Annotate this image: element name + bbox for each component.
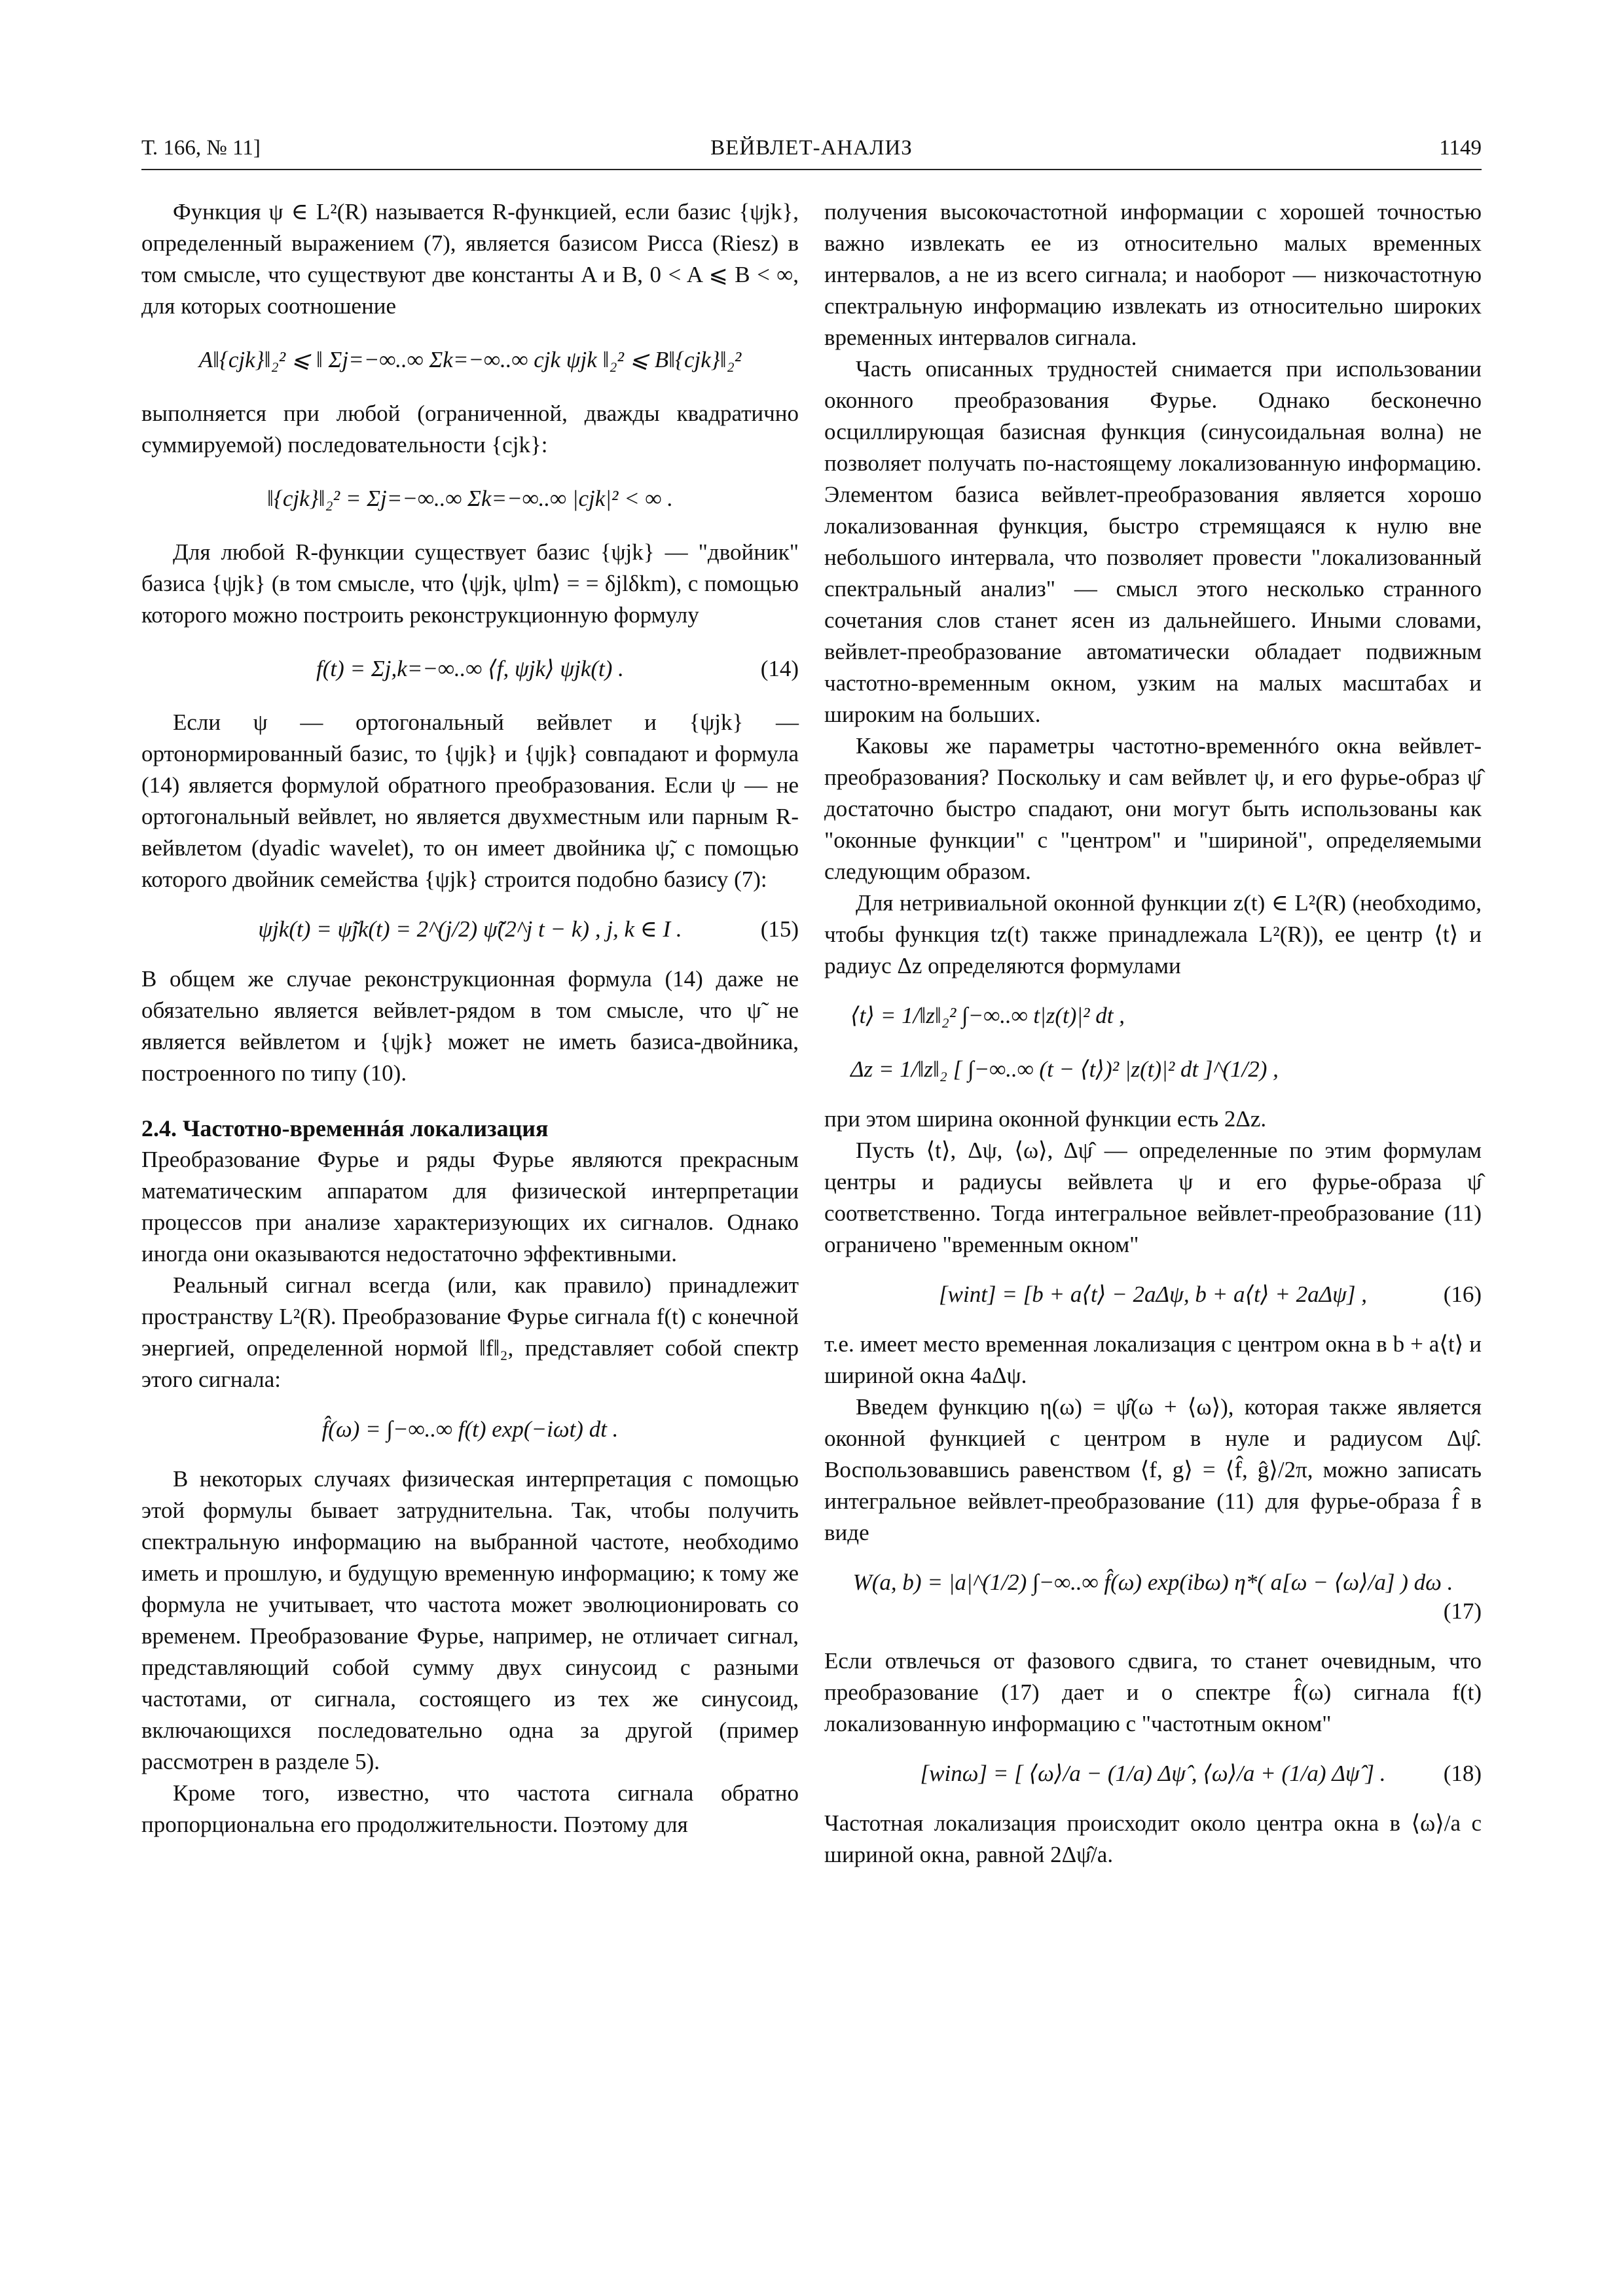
paragraph: Если отвлечься от фазового сдвига, то станет очевидным, что преобразование (17) дает и о спектре f̂(ω) сигнала f(t) локализованную информацию с "частотным окном" bbox=[824, 1648, 1482, 1736]
header-rule bbox=[141, 169, 1482, 170]
equation-number: (15) bbox=[760, 916, 799, 942]
equation-number: (17) bbox=[1443, 1598, 1482, 1624]
running-header bbox=[141, 136, 1482, 169]
paragraph: Кроме того, известно, что частота сигнала обратно пропорциональна его продолжительности. Поэтому для bbox=[141, 1780, 799, 1837]
equation-14 bbox=[141, 645, 799, 692]
equation-number: (16) bbox=[1443, 1282, 1482, 1307]
paragraph: Пусть ⟨t⟩, Δψ, ⟨ω⟩, Δψ̂ — определенные по этим формулам центры и радиусы вейвлета ψ и его фурье-образа ψ̂ соответственно. Тогда интегральное вейвлет-преобразование (11) ограничено "временным окном" bbox=[824, 1138, 1482, 1257]
equation-body: f(t) = Σj,k=−∞..∞ ⟨f, ψjk⟩ ψjk(t) . bbox=[316, 656, 624, 681]
equation-15 bbox=[141, 910, 799, 949]
paragraph: при этом ширина оконной функции есть 2Δz. bbox=[824, 1106, 1267, 1132]
running-title: ВЕЙВЛЕТ-АНАЛИЗ bbox=[710, 136, 913, 160]
equation-body: [winω] = [ ⟨ω⟩/a − (1/a) Δψ̂ , ⟨ω⟩/a + (1/a) Δψ̂ ] . bbox=[920, 1761, 1386, 1786]
section-title: 2.4. Частотно-временнáя локализация bbox=[141, 1115, 549, 1141]
paragraph: Для нетривиальной оконной функции z(t) ∈ L²(R) (необходимо, чтобы функция tz(t) также принадлежала L²(R)), ее центр ⟨t⟩ и радиус Δz определяются формулами bbox=[824, 890, 1482, 978]
equation-number: (14) bbox=[760, 656, 799, 681]
equation-16 bbox=[824, 1275, 1482, 1314]
left-column bbox=[141, 196, 799, 1840]
paragraph: Преобразование Фурье и ряды Фурье являются прекрасным математическим аппаратом для физической интерпретации процессов при анализе характеризующих их сигналов. Однако иногда они оказываются недостаточно эффективными. bbox=[141, 1147, 799, 1266]
paragraph: В общем же случае реконструкционная формула (14) даже не обязательно является вейвлет-рядом в том смысле, что ψ̃ не является вейвлетом и {ψjk} может не иметь базиса-двойника, построенного по типу (10). bbox=[141, 966, 799, 1086]
volume-info: Т. 166, № 11] bbox=[141, 136, 261, 160]
equation-fourier: f̂(ω) = ∫−∞..∞ f(t) exp(−iωt) dt . bbox=[321, 1416, 619, 1442]
equation-norm: ‖{cjk}‖₂² = Σj=−∞..∞ Σk=−∞..∞ |cjk|² < ∞ . bbox=[267, 486, 673, 511]
equation-17 bbox=[824, 1563, 1482, 1631]
right-column bbox=[824, 196, 1482, 1871]
paragraph: т.е. имеет место временная локализация с центром окна в b + a⟨t⟩ и шириной окна 4aΔψ. bbox=[824, 1331, 1482, 1388]
paragraph: получения высокочастотной информации с хорошей точностью важно извлекать ее из относительно малых временных интервалов, а не из всего сигнала; и наоборот — низкочастотную спектральную информацию извлекать из относительно широких временных интервалов сигнала. bbox=[824, 199, 1482, 350]
equation-center: ⟨t⟩ = 1/‖z‖₂² ∫−∞..∞ t|z(t)|² dt , bbox=[850, 1003, 1125, 1028]
paragraph: Функция ψ ∈ L²(R) называется R-функцией, если базис {ψjk}, определенный выражением (7), является базисом Рисса (Riesz) в том смысле, что существуют две константы A и B, 0 < A ⩽ B < ∞, для которых соотношение bbox=[141, 199, 799, 319]
equation-riesz: A‖{cjk}‖₂² ⩽ ‖ Σj=−∞..∞ Σk=−∞..∞ cjk ψjk ‖₂² ⩽ B‖{cjk}‖₂² bbox=[198, 347, 742, 372]
equation-number: (18) bbox=[1443, 1761, 1482, 1786]
paragraph: Часть описанных трудностей снимается при использовании оконного преобразования Фурье. Однако бесконечно осциллирующая базисная функция (синусоидальная волна) не позволяет получать по-настоящему локализованную информацию. Элементом базиса вейвлет-преобразования является хорошо локализованная функция, быстро стремящаяся к нулю вне небольшого интервала, что позволяет провести "локализованный спектральный анализ" — смысл этого несколько странного сочетания слов станет ясен из дальнейшего. Иными словами, вейвлет-преобразование автоматически обладает подвижным частотно-временным окном, узким на малых масштабах и широким на больших. bbox=[824, 356, 1482, 727]
equation-body: W(a, b) = |a|^(1/2) ∫−∞..∞ f̂(ω) exp(ibω) η*( a[ω − ⟨ω⟩/a] ) dω . bbox=[852, 1570, 1453, 1595]
equation-body: [wint] = [b + a⟨t⟩ − 2aΔψ, b + a⟨t⟩ + 2aΔψ] , bbox=[939, 1282, 1367, 1307]
paragraph: Если ψ — ортогональный вейвлет и {ψjk} — ортонормированный базис, то {ψjk} и {ψjk} совпадают и формула (14) является формулой обратного преобразования. Если ψ — не ортогональный вейвлет, но является двухместным или парным R-вейвлетом (dyadic wavelet), то он имеет двойника ψ̃, с помощью которого двойник семейства {ψjk} строится подобно базису (7): bbox=[141, 709, 799, 892]
paragraph: Частотная локализация происходит около центра окна в ⟨ω⟩/a с шириной окна, равной 2Δψ̂/a. bbox=[824, 1810, 1482, 1867]
paragraph: В некоторых случаях физическая интерпретация с помощью этой формулы бывает затруднительна. Так, чтобы получить спектральную информацию на выбранной частоте, необходимо иметь и прошлую, и будущую временную информацию; к тому же формула не учитывает, что частота может эволюционировать со временем. Преобразование Фурье, например, не отличает сигнал, представляющий собой сумму двух синусоид с разными частотами, от сигнала, состоящего из тех же синусоид, включающихся последовательно одна за другой (пример рассмотрен в разделе 5). bbox=[141, 1466, 799, 1774]
paragraph: выполняется при любой (ограниченной, дважды квадратично суммируемой) последовательности {cjk}: bbox=[141, 401, 799, 457]
paragraph: Для любой R-функции существует базис {ψjk} — "двойник" базиса {ψjk} (в том смысле, что ⟨ψjk, ψlm⟩ = = δjlδkm), с помощью которого можно построить реконструкционную формулу bbox=[141, 539, 799, 628]
equation-radius: Δz = 1/‖z‖₂ [ ∫−∞..∞ (t − ⟨t⟩)² |z(t)|² dt ]^(1/2) , bbox=[850, 1056, 1279, 1082]
paragraph: Реальный сигнал всегда (или, как правило) принадлежит пространству L²(R). Преобразование Фурье сигнала f(t) с конечной энергией, определенной нормой ‖f‖₂, представляет собой спектр этого сигнала: bbox=[141, 1272, 799, 1392]
equation-18 bbox=[824, 1754, 1482, 1793]
page-number: 1149 bbox=[1439, 136, 1482, 160]
equation-body: ψjk(t) = ψ̃jk(t) = 2^(j/2) ψ̃(2^j t − k) , j, k ∈ I . bbox=[258, 916, 682, 942]
paragraph: Введем функцию η(ω) = ψ̂(ω + ⟨ω⟩), которая также является оконной функцией с центром в нуле и радиусом Δψ̂. Воспользовавшись равенством ⟨f, g⟩ = ⟨f̂, ĝ⟩/2π, можно записать интегральное вейвлет-преобразование (11) для фурье-образа f̂ в виде bbox=[824, 1394, 1482, 1545]
paragraph: Каковы же параметры частотно-временнóго окна вейвлет-преобразования? Поскольку и сам вейвлет ψ, и его фурье-образ ψ̂ достаточно быстро спадают, они могут быть использованы как "оконные функции" с "центром" и "шириной", определяемыми следующим образом. bbox=[824, 733, 1482, 884]
